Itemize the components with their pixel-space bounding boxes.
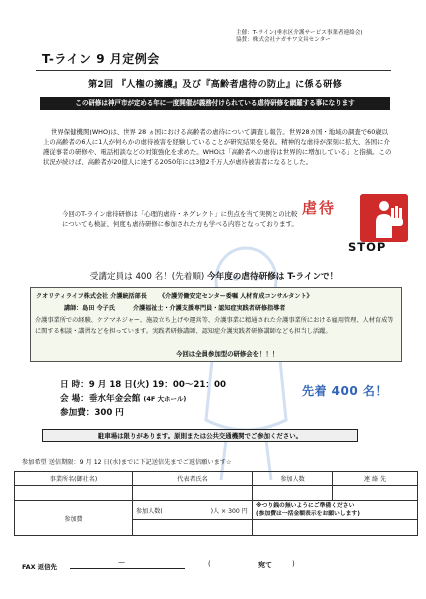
title-divider (36, 70, 391, 71)
capacity-statement (44, 270, 384, 282)
mandatory-notice-banner: この研修は神戸市が定める年に一度開催が義務付けられている虐待研修を網羅する事になります (40, 97, 390, 110)
speaker-name: 講師：島田 令子氏 (64, 305, 115, 312)
fee-note-cell (253, 501, 418, 520)
fee-calc-count: 参加人数( (136, 507, 163, 515)
registration-deadline: 参加希望 送信期限：9 月 12 日(水)までに下記送信先までご返信願います☆ (22, 459, 232, 466)
contact-field[interactable] (333, 486, 418, 501)
fee-note-1: ※つり銭の無いようにご準備ください (256, 503, 355, 509)
venue-hall: (4F 大ホール) (143, 395, 187, 403)
cosponsor-text: 協賛：株式会社ナガサワ文具センター (236, 37, 331, 44)
organizer-text: 主催：T-ライン(垂水区介護サービス事業者連絡会) (236, 30, 363, 36)
event-venue (60, 392, 186, 404)
col-rep-header: 代表者氏名 (133, 472, 253, 486)
table-row (15, 486, 418, 501)
extra-field-2[interactable] (253, 520, 418, 536)
event-date: 日 時：9 月 18 日(火) 19：00～21：00 (60, 380, 226, 390)
col-office-header: 事業所名(御社名) (15, 472, 133, 486)
table-row-fee (15, 501, 418, 520)
fax-addressee: 宛て (258, 561, 272, 569)
capacity-prefix: 受講定員は 400 名！(先着順) (89, 272, 205, 282)
rep-name-field[interactable] (133, 486, 253, 501)
parking-notice: 駐車場は限りがあります。原則または公共交通機関でご参加ください。 (42, 429, 358, 442)
intro-paragraph: 世界保健機関(WHO)は、世界 28 ヵ国における高齢者の虐待について調査し報告。世界28カ国・地域の調査で60歳以上の高齢者の6人に1人が何らかの虐待被害を経験していることが研究結果を発表。精神的な虐待が深刻に拡大、各国に介護従事者の研修や、電話相談などの対策強化を求めた。WHOは「高齢者への虐待は世界的に増加している」と指摘。この状況が続けば、高齢者が20億人に達する2050年には3億2千万人が虐待被害者になるとした。 (43, 128, 392, 167)
speaker-qualification: 《介護労働安定センター委嘱 人材育成コンサルタント》 (158, 293, 313, 300)
speaker-company-line (36, 291, 398, 300)
fee-calc-cell[interactable] (133, 501, 253, 520)
fax-label: FAX 返信先 (22, 563, 57, 571)
speaker-closing: 今回は全員参加型の研修会を！！！ (176, 350, 279, 358)
abuse-label: 虐待 (302, 199, 337, 217)
page-title: T-ライン 9 月定例会 (42, 52, 160, 66)
fax-number-line (70, 568, 185, 569)
fee-label-cell: 参加費 (15, 501, 133, 536)
capacity-emphasis: 今年度の虐待研修は T-ラインで！ (207, 272, 339, 282)
extra-field-1[interactable] (133, 520, 253, 536)
office-name-field[interactable] (15, 486, 133, 501)
first-come-badge: 先着 400 名！ (302, 384, 388, 398)
organizer-info (236, 30, 421, 45)
session-subtitle: 第2回 『人権の擁護』及び『高齢者虐待の防止』に係る研修 (87, 79, 343, 90)
speaker-company: クオリティライフ株式会社 介護統括部長 (36, 293, 147, 300)
fee-calc-rest: )人 × 300 円 (210, 507, 248, 515)
fax-paren-close: ) (292, 560, 295, 568)
col-contact-header: 連 絡 先 (333, 472, 418, 486)
event-fee: 参加費：300 円 (60, 408, 124, 418)
table-header-row (15, 472, 418, 486)
fax-number-dash: — (118, 558, 125, 566)
speaker-credentials: 介護福祉士・介護支援専門員・認知症実践者研修指導者 (133, 305, 286, 312)
fax-paren-open: ( (208, 560, 211, 568)
venue-name: 会 場：垂水年金会館 (60, 394, 141, 404)
focus-paragraph: 今回のT-ライン虐待研修は「心理的虐待・ネグレクト」に焦点を当て実例との比較についても検証、何度も虐待研修に参加された方も学べる内容となっております。 (62, 210, 298, 229)
speaker-name-line (64, 303, 285, 312)
count-field[interactable] (253, 486, 333, 501)
stop-hand-icon (360, 194, 408, 242)
col-count-header: 参加人数 (253, 472, 333, 486)
fee-note-2: (参加費は一括金額表示をお願いします) (256, 511, 360, 518)
registration-form-table (14, 471, 418, 536)
stop-label: STOP (348, 240, 387, 254)
speaker-bio: 介護事業所での経験、ケアマネジャー、施設立ち上げや運営等、介護事業に精通された介護事業所における雇用管理、人材育成等に関する相談・講習などを担っています。実践者研修講師、認知症介護実践者研修講師なども担当し活躍。 (35, 317, 394, 335)
